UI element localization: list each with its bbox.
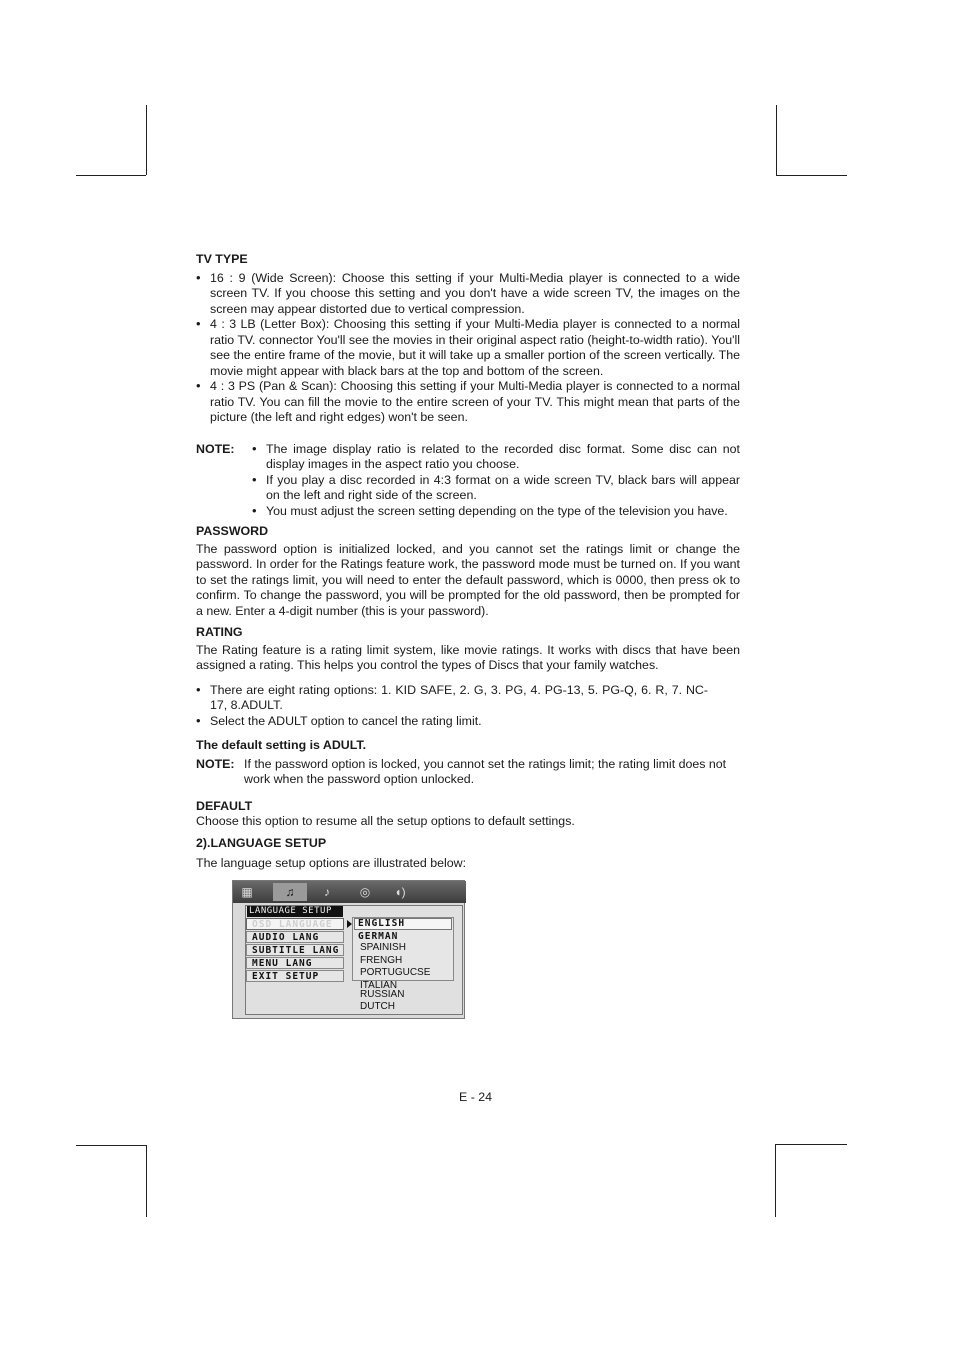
note-bullet: • The image display ratio is related to the recorded disc format. Some disc can not display images in the aspect ratio you choose. bbox=[252, 442, 740, 473]
crop-mark bbox=[146, 105, 147, 175]
rating-default-line: The default setting is ADULT. bbox=[196, 738, 367, 752]
tv-type-bullet: • 16 : 9 (Wide Screen): Choose this setting if your Multi-Media player is connected to a wide screen TV. If you choose this setting and you don't have a wide screen TV, the images on the screen may appear distorted due to vertical compression. bbox=[196, 271, 740, 318]
default-text: Choose this option to resume all the setup options to default settings. bbox=[196, 814, 575, 828]
tv-type-heading: TV TYPE bbox=[196, 252, 248, 266]
osd-item-audio-lang[interactable]: AUDIO LANG bbox=[246, 931, 344, 943]
osd-tab-bar bbox=[233, 881, 466, 903]
note-bullet: • You must adjust the screen setting depending on the type of the television you have. bbox=[252, 504, 740, 520]
note-bullet: • If you play a disc recorded in 4:3 format on a wide screen TV, black bars will appear on the left and right side of the screen. bbox=[252, 473, 740, 504]
osd-title: LANGUAGE SETUP bbox=[247, 906, 343, 917]
crop-mark bbox=[146, 1145, 147, 1217]
tv-type-bullet: • 4 : 3 LB (Letter Box): Choosing this setting if your Multi-Media player is connected to a normal ratio TV. connector You'll see the movies in their original aspect ratio (height-to-width ratio). You'll see the entire frame of the movie, but it will take up a smaller portion of the screen vertically. The movie might appear with black bars at the top and bottom of the screen. bbox=[196, 317, 740, 379]
osd-item-osd-language[interactable]: OSD LANGUAGE bbox=[246, 918, 344, 930]
rating-bullet: • Select the ADULT option to cancel the rating limit. bbox=[196, 714, 708, 730]
tv-type-bullet: • 4 : 3 PS (Pan & Scan): Choosing this setting if your Multi-Media player is connected to a normal ratio TV. You can fill the movie to the entire screen of your TV. This might mean that parts of the picture (the left and right edges) won't be seen. bbox=[196, 379, 740, 426]
rating-heading: RATING bbox=[196, 625, 243, 639]
osd-option-italian[interactable]: ITALIAN bbox=[360, 980, 398, 991]
osd-option-portuguese[interactable]: PORTUGUCSE bbox=[360, 967, 431, 978]
osd-option-german[interactable]: GERMAN bbox=[358, 931, 399, 942]
note-aspect bbox=[196, 442, 740, 520]
note-label: NOTE: bbox=[196, 756, 235, 771]
rating-list bbox=[196, 683, 708, 730]
speaker-icon: ◖) bbox=[394, 885, 406, 899]
language-setup-text: The language setup options are illustrated below: bbox=[196, 856, 467, 870]
rating-text: The Rating feature is a rating limit system, like movie ratings. It works with discs that have been assigned a rating. This helps you control the types of Discs that your family watches. bbox=[196, 642, 740, 672]
osd-option-spanish[interactable]: SPAINISH bbox=[360, 942, 406, 953]
crop-mark bbox=[76, 1145, 146, 1146]
note-text: If the password option is locked, you cannot set the ratings limit; the rating limit does not work when the password option unlocked. bbox=[244, 756, 727, 786]
osd-option-french[interactable]: FRENGH bbox=[360, 955, 403, 966]
disc-icon: ◎ bbox=[359, 885, 371, 899]
crop-mark bbox=[776, 1144, 847, 1145]
crop-mark bbox=[775, 1144, 776, 1217]
note-label: NOTE: bbox=[196, 441, 235, 456]
osd-item-subtitle-lang[interactable]: SUBTITLE LANG bbox=[246, 944, 344, 956]
crop-mark bbox=[776, 175, 847, 176]
password-text: The password option is initialized locked, and you cannot set the ratings limit or change the password. In order for the Ratings feature work, the password mode must be turned on. If you want to set the ratings limit, you will need to enter the default password, which is 0000, then press ok to confirm. To change the password, you will be prompted for the old password, then be prompted for a new. Enter a 4-digit number (this is your password). bbox=[196, 541, 740, 618]
rating-bullet: • There are eight rating options: 1. KID SAFE, 2. G, 3. PG, 4. PG-13, 5. PG-Q, 6. R, 7. NC-17, 8.ADULT. bbox=[196, 683, 708, 714]
page-number: E - 24 bbox=[459, 1090, 493, 1104]
crop-mark bbox=[776, 105, 777, 175]
osd-option-english[interactable]: ENGLISH bbox=[358, 918, 406, 929]
note-password bbox=[196, 757, 740, 788]
password-heading: PASSWORD bbox=[196, 524, 269, 538]
tv-type-list bbox=[196, 271, 740, 426]
default-heading: DEFAULT bbox=[196, 798, 253, 813]
crop-mark bbox=[76, 175, 146, 176]
osd-option-dutch[interactable]: DUTCH bbox=[360, 1001, 395, 1012]
osd-option-russian[interactable]: RUSSIAN bbox=[360, 989, 405, 1000]
audio-icon: ♪ bbox=[324, 885, 330, 899]
language-tab-icon: ♫ bbox=[273, 883, 307, 901]
tv-icon: ▦ bbox=[241, 885, 253, 899]
osd-item-exit-setup[interactable]: EXIT SETUP bbox=[246, 970, 344, 982]
osd-item-menu-lang[interactable]: MENU LANG bbox=[246, 957, 344, 969]
language-setup-heading: 2).LANGUAGE SETUP bbox=[196, 835, 327, 850]
manual-content bbox=[196, 252, 740, 872]
